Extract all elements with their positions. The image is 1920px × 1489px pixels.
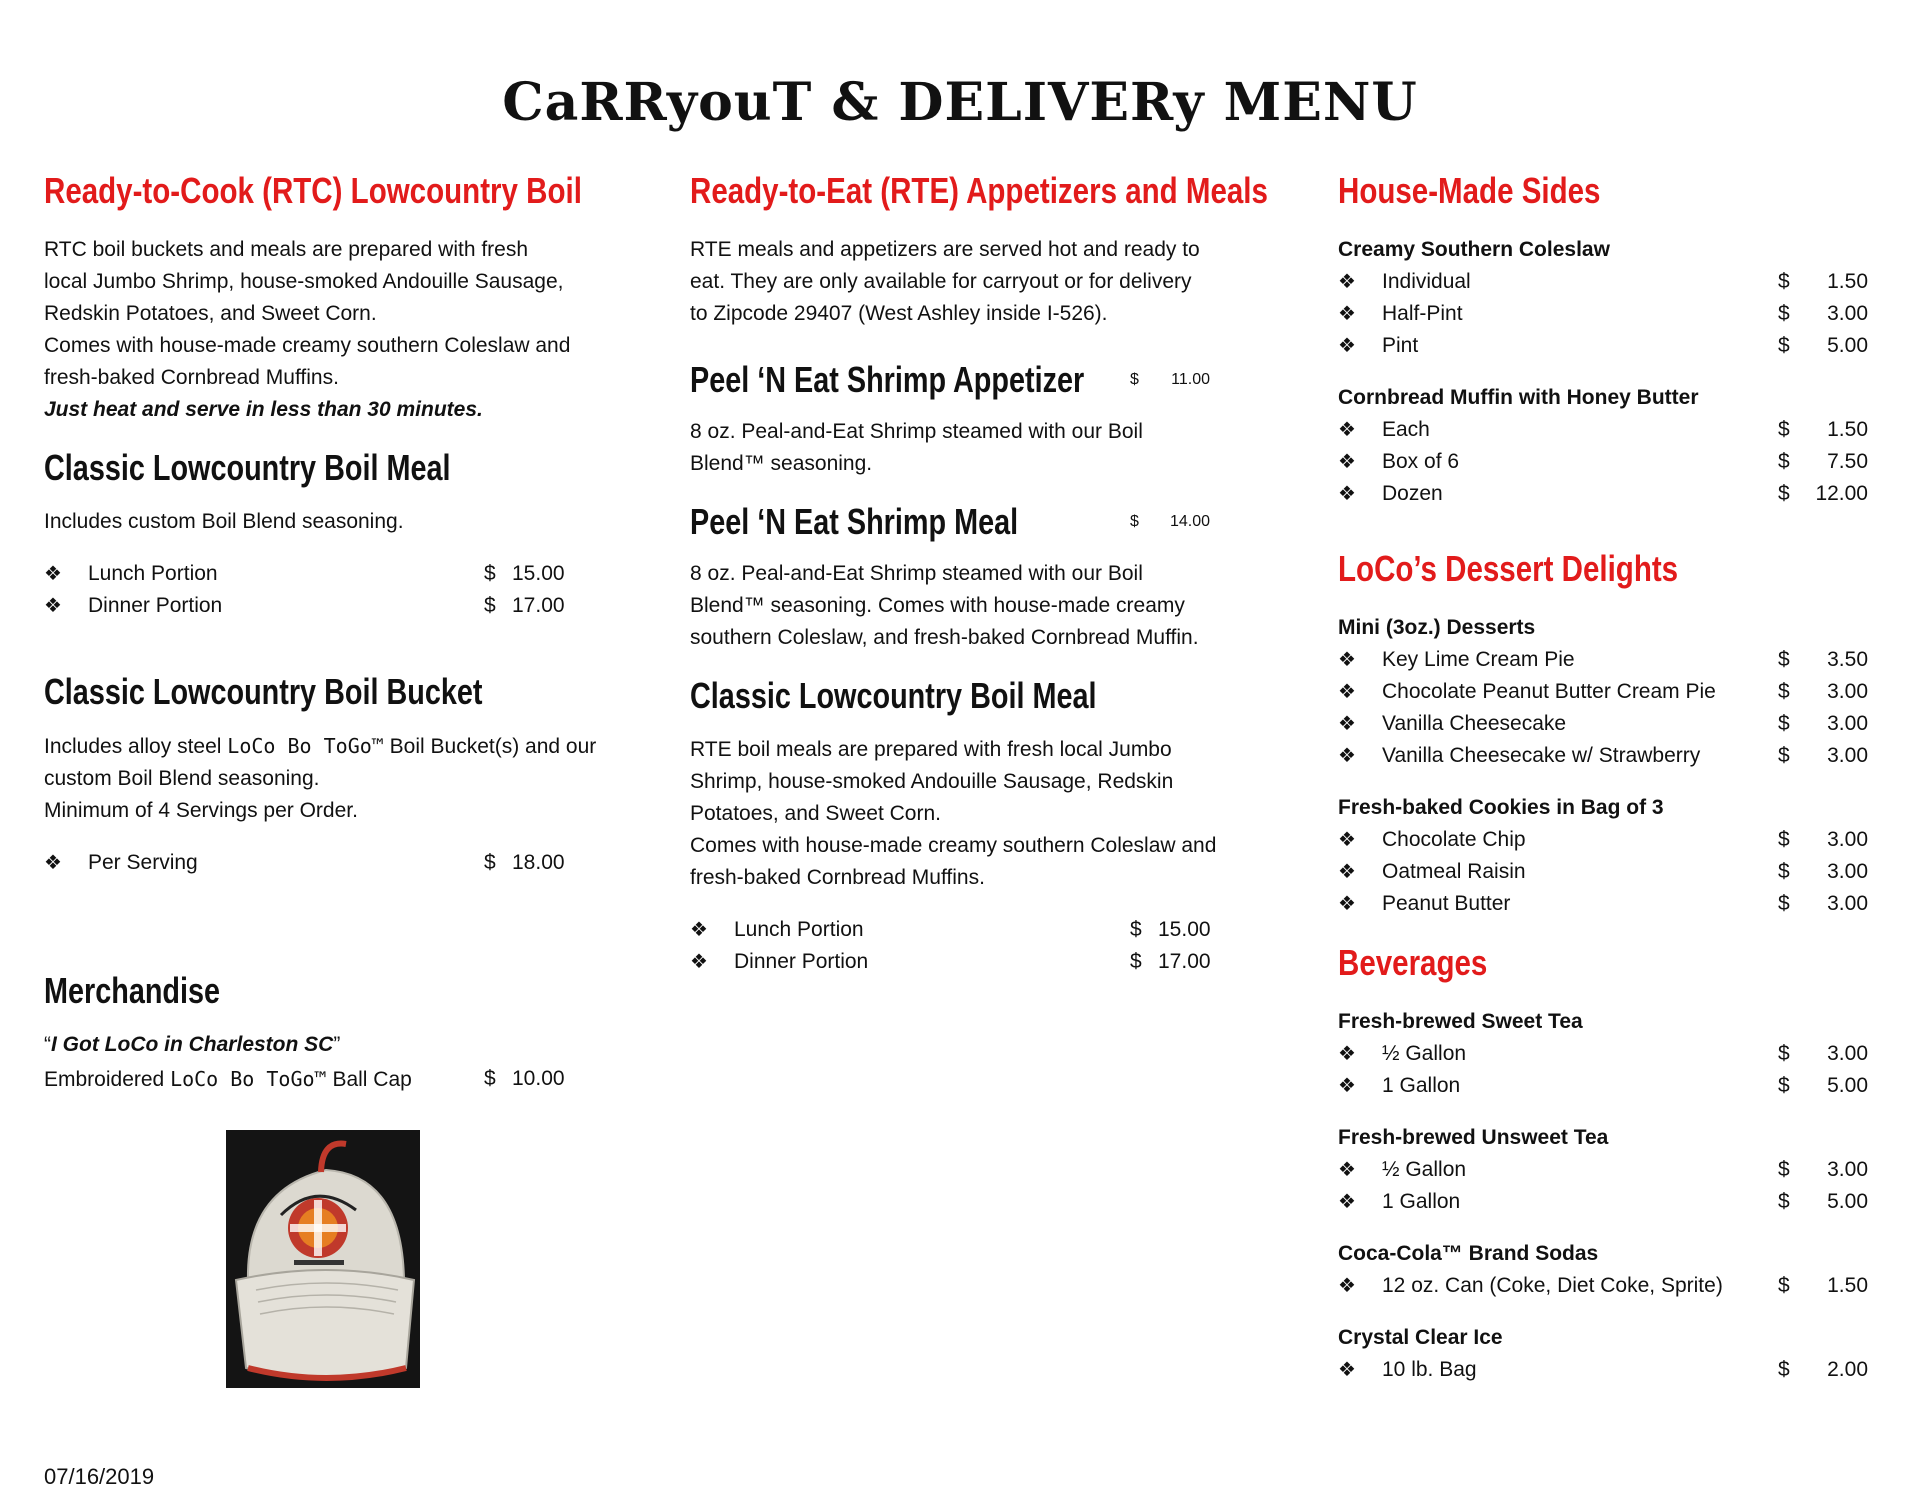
rte-boil-list bbox=[690, 914, 1260, 978]
classic-boil-meal-desc: Includes custom Boil Blend seasoning. bbox=[44, 510, 404, 533]
diamond-bullet-icon: ❖ bbox=[690, 919, 708, 941]
merchandise-title: Merchandise bbox=[44, 970, 221, 1011]
diamond-bullet-icon: ❖ bbox=[1338, 713, 1356, 735]
menu-item bbox=[1338, 644, 1878, 676]
diamond-bullet-icon: ❖ bbox=[1338, 1075, 1356, 1097]
rtc-intro-line: Redskin Potatoes, and Sweet Corn. bbox=[44, 302, 377, 325]
menu-item-name: Chocolate Peanut Butter Cream Pie bbox=[1382, 680, 1716, 703]
ball-cap-photo bbox=[226, 1130, 420, 1388]
menu-item-price: $ 5.00 bbox=[1778, 1190, 1868, 1213]
mini-desserts-list bbox=[1338, 644, 1878, 772]
merch-item-row: Embroidered LoCo Bo ToGo™ Ball Cap $ 10.00 bbox=[44, 1061, 604, 1098]
menu-item-price: $ 7.50 bbox=[1778, 450, 1868, 473]
menu-item bbox=[1338, 1038, 1878, 1070]
menu-item-name: ½ Gallon bbox=[1382, 1042, 1467, 1065]
menu-item-name: 12 oz. Can (Coke, Diet Coke, Sprite) bbox=[1382, 1274, 1723, 1297]
diamond-bullet-icon: ❖ bbox=[1338, 419, 1356, 441]
diamond-bullet-icon: ❖ bbox=[1338, 1275, 1356, 1297]
merch-price: $ 10.00 bbox=[484, 1067, 565, 1090]
menu-item bbox=[1338, 1186, 1878, 1218]
menu-item-name: Oatmeal Raisin bbox=[1382, 860, 1526, 883]
menu-item bbox=[1338, 298, 1878, 330]
rtc-intro-line: fresh-baked Cornbread Muffins. bbox=[44, 366, 339, 389]
menu-item-price: $ 3.00 bbox=[1778, 744, 1868, 767]
shrimp-meal-row bbox=[690, 500, 1260, 544]
diamond-bullet-icon: ❖ bbox=[44, 852, 62, 874]
diamond-bullet-icon: ❖ bbox=[1338, 681, 1356, 703]
section-header-desserts: LoCo’s Dessert Delights bbox=[1338, 548, 1679, 589]
menu-item-name: 10 lb. Bag bbox=[1382, 1358, 1477, 1381]
diamond-bullet-icon: ❖ bbox=[1338, 1159, 1356, 1181]
menu-item bbox=[1338, 446, 1878, 478]
rte-intro-line: RTE meals and appetizers are served hot and ready to bbox=[690, 238, 1200, 261]
menu-item-price: $ 2.00 bbox=[1778, 1358, 1868, 1381]
menu-item-price: $ 3.50 bbox=[1778, 648, 1868, 671]
diamond-bullet-icon: ❖ bbox=[1338, 861, 1356, 883]
menu-item-name: ½ Gallon bbox=[1382, 1158, 1467, 1181]
section-header-rte: Ready-to-Eat (RTE) Appetizers and Meals bbox=[690, 170, 1268, 211]
coleslaw-list bbox=[1338, 266, 1878, 362]
menu-item bbox=[1338, 824, 1878, 856]
menu-item bbox=[44, 847, 604, 879]
diamond-bullet-icon: ❖ bbox=[44, 563, 62, 585]
menu-item-price: $ 3.00 bbox=[1778, 828, 1868, 851]
menu-item-price: $ 1.50 bbox=[1778, 270, 1868, 293]
column-ready-to-cook bbox=[44, 168, 604, 1388]
menu-item-name: Individual bbox=[1382, 270, 1471, 293]
column-ready-to-eat bbox=[690, 168, 1268, 978]
menu-item-name: Half-Pint bbox=[1382, 302, 1463, 325]
menu-item-price: $ 15.00 bbox=[1130, 918, 1211, 941]
rtc-intro-line: Comes with house-made creamy southern Coleslaw and bbox=[44, 334, 571, 357]
menu-item-name: Box of 6 bbox=[1382, 450, 1460, 473]
menu-item bbox=[1338, 676, 1878, 708]
rtc-intro-line: RTC boil buckets and meals are prepared with fresh bbox=[44, 238, 529, 261]
rte-boil-desc-line: Comes with house-made creamy southern Coleslaw and bbox=[690, 834, 1217, 857]
menu-item-price: $ 12.00 bbox=[1778, 482, 1868, 505]
cookies-group: Fresh-baked Cookies in Bag of 3 bbox=[1338, 796, 1664, 819]
menu-item-name: Key Lime Cream Pie bbox=[1382, 648, 1575, 671]
menu-item-price: $ 3.00 bbox=[1778, 712, 1868, 735]
diamond-bullet-icon: ❖ bbox=[1338, 1191, 1356, 1213]
menu-item-name: Peanut Butter bbox=[1382, 892, 1511, 915]
menu-item-price: $ 1.50 bbox=[1778, 418, 1868, 441]
menu-item bbox=[1338, 330, 1878, 362]
merch-quote: “I Got LoCo in Charleston SC” bbox=[44, 1033, 341, 1056]
classic-boil-meal-title: Classic Lowcountry Boil Meal bbox=[44, 447, 451, 488]
menu-item-price: $ 3.00 bbox=[1778, 892, 1868, 915]
shrimp-meal-desc-line: southern Coleslaw, and fresh-baked Cornbread Muffin. bbox=[690, 626, 1199, 649]
menu-item bbox=[1338, 708, 1878, 740]
coleslaw-group: Creamy Southern Coleslaw bbox=[1338, 238, 1610, 261]
appetizer-desc-line: 8 oz. Peal-and-Eat Shrimp steamed with our Boil bbox=[690, 420, 1143, 443]
rtc-emphasis: Just heat and serve in less than 30 minutes. bbox=[44, 398, 483, 421]
rte-intro-line: eat. They are only available for carryout or for delivery bbox=[690, 270, 1192, 293]
diamond-bullet-icon: ❖ bbox=[1338, 649, 1356, 671]
unsweet-tea-list bbox=[1338, 1154, 1878, 1218]
menu-item-name: 1 Gallon bbox=[1382, 1074, 1461, 1097]
brand-name: LoCo Bo ToGo™ bbox=[170, 1067, 327, 1091]
diamond-bullet-icon: ❖ bbox=[1338, 271, 1356, 293]
menu-item-price: $ 3.00 bbox=[1778, 1158, 1868, 1181]
menu-item bbox=[1338, 1154, 1878, 1186]
rte-boil-desc-line: RTE boil meals are prepared with fresh local Jumbo bbox=[690, 738, 1172, 761]
menu-item-price: $ 3.00 bbox=[1778, 302, 1868, 325]
mini-desserts-group: Mini (3oz.) Desserts bbox=[1338, 616, 1536, 639]
shrimp-meal-price: $ 14.00 bbox=[1130, 513, 1210, 530]
rte-intro-line: to Zipcode 29407 (West Ashley inside I-526). bbox=[690, 302, 1108, 325]
rte-boil-meal-title: Classic Lowcountry Boil Meal bbox=[690, 675, 1097, 716]
menu-item-price: $ 3.00 bbox=[1778, 680, 1868, 703]
sweet-tea-group: Fresh-brewed Sweet Tea bbox=[1338, 1010, 1583, 1033]
rtc-intro-line: local Jumbo Shrimp, house-smoked Andouille Sausage, bbox=[44, 270, 564, 293]
shrimp-meal-desc-line: 8 oz. Peal-and-Eat Shrimp steamed with our Boil bbox=[690, 562, 1143, 585]
column-sides-desserts-beverages bbox=[1338, 168, 1878, 1386]
unsweet-tea-group: Fresh-brewed Unsweet Tea bbox=[1338, 1126, 1609, 1149]
soda-list bbox=[1338, 1270, 1878, 1302]
bucket-list bbox=[44, 847, 604, 879]
menu-item-name: Per Serving bbox=[88, 851, 198, 874]
section-header-rtc: Ready-to-Cook (RTC) Lowcountry Boil bbox=[44, 170, 582, 211]
bucket-desc-line: custom Boil Blend seasoning. bbox=[44, 767, 320, 790]
menu-item-name: Chocolate Chip bbox=[1382, 828, 1526, 851]
menu-item-price: $ 5.00 bbox=[1778, 334, 1868, 357]
bucket-desc-line: Includes alloy steel LoCo Bo ToGo™ Boil Bucket(s) and our bbox=[44, 734, 597, 758]
menu-item-name: 1 Gallon bbox=[1382, 1190, 1461, 1213]
menu-item-price: $ 17.00 bbox=[484, 594, 565, 617]
menu-item bbox=[1338, 1070, 1878, 1102]
page-title: CaRRyouT & DELIVERy MENU bbox=[502, 72, 1418, 133]
rte-boil-desc-line: Shrimp, house-smoked Andouille Sausage, Redskin bbox=[690, 770, 1174, 793]
classic-boil-bucket-title: Classic Lowcountry Boil Bucket bbox=[44, 671, 483, 712]
menu-item-name: Dozen bbox=[1382, 482, 1443, 505]
classic-boil-meal-list bbox=[44, 558, 604, 622]
menu-item-name: Vanilla Cheesecake bbox=[1382, 712, 1567, 735]
diamond-bullet-icon: ❖ bbox=[1338, 303, 1356, 325]
menu-item-name: Lunch Portion bbox=[734, 918, 864, 941]
menu-item-price: $ 17.00 bbox=[1130, 950, 1211, 973]
appetizer-row bbox=[690, 358, 1260, 402]
menu-item bbox=[44, 590, 604, 622]
shrimp-meal-desc-line: Blend™ seasoning. Comes with house-made creamy bbox=[690, 594, 1185, 617]
diamond-bullet-icon: ❖ bbox=[44, 595, 62, 617]
brand-name: LoCo Bo ToGo™ bbox=[227, 734, 384, 758]
section-header-sides: House-Made Sides bbox=[1338, 170, 1601, 211]
diamond-bullet-icon: ❖ bbox=[690, 951, 708, 973]
rte-boil-desc-line: Potatoes, and Sweet Corn. bbox=[690, 802, 941, 825]
muffin-group: Cornbread Muffin with Honey Butter bbox=[1338, 386, 1699, 409]
menu-item-price: $ 5.00 bbox=[1778, 1074, 1868, 1097]
menu-item-price: $ 18.00 bbox=[484, 851, 565, 874]
soda-group: Coca-Cola™ Brand Sodas bbox=[1338, 1242, 1599, 1265]
menu-item bbox=[1338, 740, 1878, 772]
diamond-bullet-icon: ❖ bbox=[1338, 1043, 1356, 1065]
appetizer-title: Peel ‘N Eat Shrimp Appetizer bbox=[690, 359, 1085, 400]
cookies-list bbox=[1338, 824, 1878, 920]
menu-item bbox=[690, 914, 1260, 946]
diamond-bullet-icon: ❖ bbox=[1338, 829, 1356, 851]
appetizer-desc-line: Blend™ seasoning. bbox=[690, 452, 873, 475]
rte-boil-desc-line: fresh-baked Cornbread Muffins. bbox=[690, 866, 985, 889]
diamond-bullet-icon: ❖ bbox=[1338, 745, 1356, 767]
menu-item-name: Pint bbox=[1382, 334, 1419, 357]
menu-item-price: $ 15.00 bbox=[484, 562, 565, 585]
menu-item-name: Each bbox=[1382, 418, 1430, 441]
menu-item bbox=[1338, 1354, 1878, 1386]
menu-date: 07/16/2019 bbox=[44, 1464, 155, 1489]
menu-item bbox=[44, 558, 604, 590]
menu-item bbox=[1338, 856, 1878, 888]
menu-item-price: $ 1.50 bbox=[1778, 1274, 1868, 1297]
diamond-bullet-icon: ❖ bbox=[1338, 335, 1356, 357]
shrimp-meal-title: Peel ‘N Eat Shrimp Meal bbox=[690, 501, 1019, 542]
menu-item-name: Vanilla Cheesecake w/ Strawberry bbox=[1382, 744, 1701, 767]
menu-item bbox=[1338, 888, 1878, 920]
menu-item bbox=[1338, 266, 1878, 298]
diamond-bullet-icon: ❖ bbox=[1338, 893, 1356, 915]
menu-item-name: Lunch Portion bbox=[88, 562, 218, 585]
muffin-list bbox=[1338, 414, 1878, 510]
ice-list bbox=[1338, 1354, 1878, 1386]
menu-item-price: $ 3.00 bbox=[1778, 1042, 1868, 1065]
menu-item bbox=[1338, 414, 1878, 446]
menu-item bbox=[690, 946, 1260, 978]
diamond-bullet-icon: ❖ bbox=[1338, 451, 1356, 473]
section-header-beverages: Beverages bbox=[1338, 942, 1488, 983]
sweet-tea-list bbox=[1338, 1038, 1878, 1102]
bucket-desc-line: Minimum of 4 Servings per Order. bbox=[44, 799, 358, 822]
diamond-bullet-icon: ❖ bbox=[1338, 1359, 1356, 1381]
menu-item-name: Dinner Portion bbox=[88, 594, 223, 617]
menu-item-price: $ 3.00 bbox=[1778, 860, 1868, 883]
menu-item bbox=[1338, 478, 1878, 510]
menu-item bbox=[1338, 1270, 1878, 1302]
ice-group: Crystal Clear Ice bbox=[1338, 1326, 1503, 1349]
menu-item-name: Dinner Portion bbox=[734, 950, 869, 973]
ball-cap-image bbox=[226, 1130, 420, 1388]
appetizer-price: $ 11.00 bbox=[1130, 371, 1210, 388]
diamond-bullet-icon: ❖ bbox=[1338, 483, 1356, 505]
